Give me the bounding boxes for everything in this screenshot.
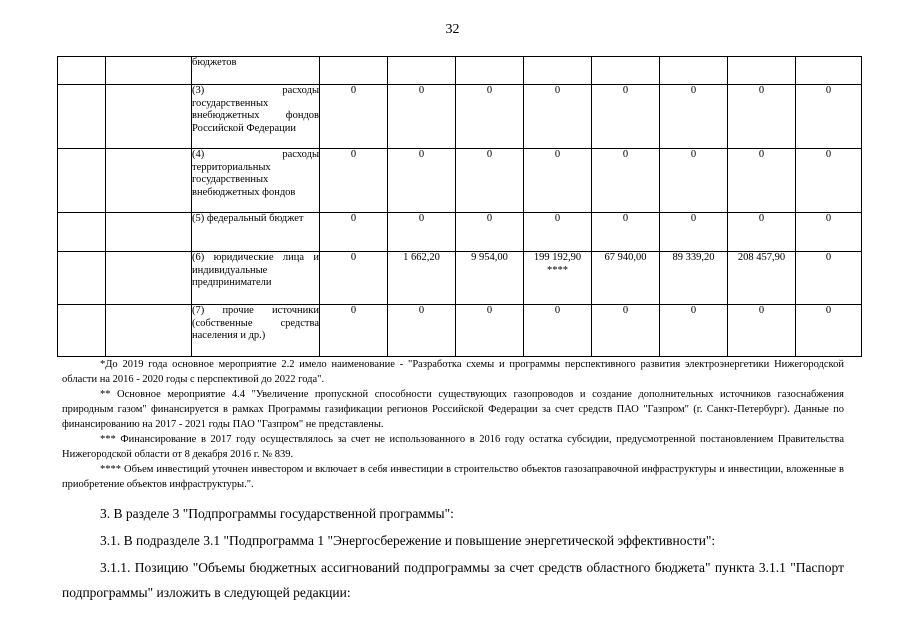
value-cell	[592, 57, 660, 85]
value-text: 0	[350, 213, 357, 224]
value-cell	[456, 57, 524, 85]
value-cell	[388, 85, 456, 149]
value-cell	[320, 149, 388, 213]
footnote-3: *** Финансирование в 2017 году осуществлялось за счет не использованного в 2016 году остатка субсидии, предусмотренной постановлением Правительства Нижегородской области от 8 декабря 2016 г. № 839.	[62, 434, 844, 460]
cell-number	[58, 85, 106, 149]
value-cell	[796, 252, 862, 305]
value-cell	[388, 149, 456, 213]
value-text: 0	[622, 149, 629, 160]
value-cell	[796, 57, 862, 85]
value-text: 0	[350, 149, 357, 160]
footnote-2: ** Основное мероприятие 4.4 "Увеличение пропускной способности существующих газопроводов и создание дополнительных источников газоснабжения природным газом" финансируется в рамках Программы газификации регионов Российской Федерации за счет средств ПАО "Газпром" (г. Санкт-Петербург). Данные по финансированию на 2017 - 2021 годы ПАО "Газпром" не представлены.	[62, 389, 844, 430]
value-cell	[660, 149, 728, 213]
value-text: 0	[758, 305, 765, 316]
section-3-heading: 3. В разделе 3 "Подпрограммы государственной программы":	[100, 506, 454, 521]
value-text: 1 662,20	[403, 252, 440, 263]
table-row	[58, 213, 862, 252]
value-text: 0	[690, 213, 697, 224]
source-label: (4) расходы территориальных государственных внебюджетных фондов	[192, 149, 320, 213]
value-cell	[660, 213, 728, 252]
value-cell	[388, 252, 456, 305]
value-text: 0	[350, 252, 357, 263]
cell-number	[58, 149, 106, 213]
value-cell	[320, 57, 388, 85]
value-cell	[592, 85, 660, 149]
value-text: 67 940,00	[604, 252, 647, 263]
cell-number	[58, 57, 106, 85]
cell-activity	[106, 305, 192, 357]
value-text: 0	[554, 213, 561, 224]
page-number: 32	[445, 22, 460, 37]
value-text: 0	[486, 85, 493, 96]
value-cell	[660, 57, 728, 85]
cell-number	[58, 213, 106, 252]
value-cell	[388, 57, 456, 85]
source-label: (3) расходы государственных внебюджетных фондов Российской Федерации	[192, 85, 320, 149]
value-text: 0	[825, 252, 832, 263]
value-text: 0	[825, 213, 832, 224]
value-text: 0	[690, 85, 697, 96]
value-cell	[728, 149, 796, 213]
table-row	[58, 57, 862, 85]
footnote-4: **** Объем инвестиций уточнен инвестором и включает в себя инвестиции в строительство объектов газозаправочной инфраструктуры и инвестиции, вложенные в приобретение объектов инфраструктуры.".	[62, 464, 844, 490]
cell-activity	[106, 57, 192, 85]
table-row	[58, 149, 862, 213]
value-text: 0	[554, 305, 561, 316]
value-cell	[796, 213, 862, 252]
value-cell	[660, 85, 728, 149]
value-cell	[796, 305, 862, 357]
value-text: 0	[554, 149, 561, 160]
value-cell	[592, 213, 660, 252]
cell-number	[58, 305, 106, 357]
value-text: 9 954,00	[471, 252, 508, 263]
table-row	[58, 305, 862, 357]
value-text: 0	[622, 213, 629, 224]
value-text: 0	[486, 305, 493, 316]
subsection-3-1: 3.1. В подразделе 3.1 "Подпрограмма 1 "Энергосбережение и повышение энергетической эффективности":	[100, 533, 716, 548]
value-cell	[320, 85, 388, 149]
value-text: 0	[690, 149, 697, 160]
value-cell	[524, 149, 592, 213]
value-text: 199 192,90	[533, 252, 582, 263]
value-cell	[320, 213, 388, 252]
value-cell	[524, 305, 592, 357]
value-cell	[728, 305, 796, 357]
cell-activity	[106, 213, 192, 252]
footnote-mark: ****	[547, 264, 568, 276]
value-cell	[592, 149, 660, 213]
value-cell	[320, 305, 388, 357]
value-text: 0	[758, 85, 765, 96]
value-text: 0	[825, 85, 832, 96]
value-cell	[728, 85, 796, 149]
value-cell	[456, 305, 524, 357]
value-text: 0	[758, 149, 765, 160]
cell-activity	[106, 252, 192, 305]
value-text: 89 339,20	[672, 252, 715, 263]
footnotes	[62, 357, 844, 492]
value-cell	[592, 305, 660, 357]
value-cell	[728, 252, 796, 305]
table-row	[58, 252, 862, 305]
value-text: 0	[690, 305, 697, 316]
value-text: 0	[554, 85, 561, 96]
value-cell	[456, 252, 524, 305]
value-cell	[524, 213, 592, 252]
source-label: (6) юридические лица и индивидуальные предприниматели	[192, 252, 320, 305]
value-text: 0	[622, 85, 629, 96]
value-cell	[796, 85, 862, 149]
value-text: 0	[486, 213, 493, 224]
value-cell	[728, 57, 796, 85]
value-cell	[456, 85, 524, 149]
value-cell	[592, 252, 660, 305]
value-cell	[796, 149, 862, 213]
value-cell	[320, 252, 388, 305]
cell-number	[58, 252, 106, 305]
value-text: 0	[622, 305, 629, 316]
value-cell	[524, 252, 592, 305]
value-text: 0	[418, 149, 425, 160]
source-label: (5) федеральный бюджет	[192, 213, 320, 252]
footnote-1: *До 2019 года основное мероприятие 2.2 имело наименование - "Разработка схемы и программы перспективного развития электроэнергетики Нижегородской области на 2016 - 2020 годы с перспективой до 2022 года".	[62, 359, 844, 385]
value-cell	[524, 85, 592, 149]
cell-activity	[106, 149, 192, 213]
value-text: 0	[825, 305, 832, 316]
value-text: 0	[825, 149, 832, 160]
value-cell	[456, 149, 524, 213]
value-text: 0	[486, 149, 493, 160]
value-text: 0	[758, 213, 765, 224]
table-row	[58, 85, 862, 149]
value-cell	[660, 252, 728, 305]
value-text: 208 457,90	[737, 252, 786, 263]
cell-activity	[106, 85, 192, 149]
value-cell	[388, 305, 456, 357]
source-label: бюджетов	[192, 57, 320, 85]
source-label: (7) прочие источники (собственные средства населения и др.)	[192, 305, 320, 357]
value-cell	[660, 305, 728, 357]
item-3-1-1: 3.1.1. Позицию "Объемы бюджетных ассигнований подпрограммы за счет средств областного бюджета" пункта 3.1.1 "Паспорт подпрограммы" изложить в следующей редакции:	[62, 560, 844, 600]
value-text: 0	[418, 213, 425, 224]
value-text: 0	[418, 305, 425, 316]
value-cell	[524, 57, 592, 85]
financing-table	[57, 56, 862, 357]
value-text: 0	[350, 305, 357, 316]
value-cell	[388, 213, 456, 252]
value-text: 0	[418, 85, 425, 96]
value-text: 0	[350, 85, 357, 96]
value-cell	[728, 213, 796, 252]
value-cell	[456, 213, 524, 252]
